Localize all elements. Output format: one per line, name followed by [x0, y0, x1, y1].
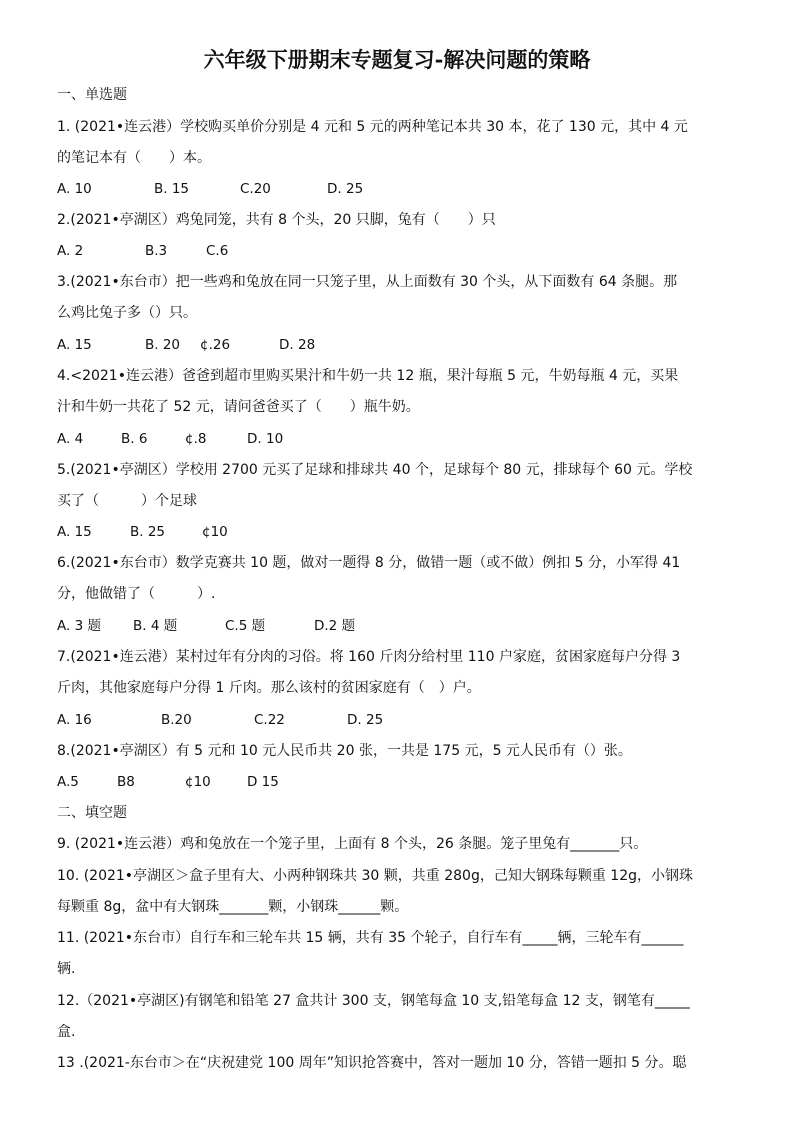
option-a: A.5: [57, 774, 79, 790]
question-5-line-1: 5.(2021•亭湖区）学校用 2700 元买了足球和排球共 40 个，足球每个 80 元，排球每个 60 元。学校: [57, 462, 693, 478]
option-c: C.20: [240, 181, 271, 197]
page-title: 六年级下册期末专题复习-解决问题的策略: [203, 47, 591, 72]
option-c: C.5 题: [225, 618, 266, 634]
option-c: ¢10: [185, 774, 211, 790]
question-1-line-1: 1. (2021•连云港）学校购买单价分别是 4 元和 5 元的两种笔记本共 30 本，花了 130 元，其中 4 元: [57, 119, 688, 135]
section-heading-fill-in: 二、填空题: [57, 805, 127, 821]
option-b: B8: [117, 774, 135, 790]
question-10-line-1: 10. (2021•亭湖区＞盒子里有大、小两种钢珠共 30 颗，共重 280g，己知大钢珠每颗重 12g，小钢珠: [57, 868, 693, 884]
question-12-line-1: 12.（2021•亭湖区)有钢笔和铅笔 27 盒共计 300 支，钢笔每盒 10 支,铅笔每盒 12 支，钢笔有_____: [57, 993, 690, 1009]
option-a: A. 16: [57, 712, 92, 728]
question-8-line-1: 8.(2021•亭湖区）有 5 元和 10 元人民币共 20 张，一共是 175 元，5 元人民币有（）张。: [57, 743, 632, 759]
option-d: D. 10: [247, 431, 284, 447]
question-4-line-1: 4.<2021•连云港）爸爸到超市里购买果汁和牛奶一共 12 瓶，果汁每瓶 5 元，牛奶每瓶 4 元，买果: [57, 368, 679, 384]
option-d: D. 25: [327, 181, 364, 197]
option-d: D. 28: [279, 337, 316, 353]
option-c: ¢.26: [200, 337, 231, 353]
question-11-line-1: 11. (2021•东台市）自行车和三轮车共 15 辆，共有 35 个轮子，自行车有_____辆，三轮车有______: [57, 930, 684, 946]
option-a: A. 2: [57, 243, 84, 259]
option-b: B. 25: [130, 524, 166, 540]
option-d: D. 25: [347, 712, 384, 728]
option-a: A. 4: [57, 431, 84, 447]
question-13-line-1: 13 .(2021-东台市＞在“庆祝建党 100 周年”知识抢答赛中，答对一题加 10 分，答错一题扣 5 分。聪: [57, 1055, 687, 1071]
option-c: C.22: [254, 712, 285, 728]
option-d: D.2 题: [314, 618, 356, 634]
option-b: B. 20: [145, 337, 181, 353]
section-heading-single-choice: 一、单选题: [57, 87, 127, 103]
option-a: A. 3 题: [57, 618, 101, 634]
option-b: B.20: [161, 712, 192, 728]
question-10-line-2: 每颗重 8g，盆中有大钢珠_______颗，小钢珠______颗。: [57, 899, 409, 915]
question-3-line-2: 么鸡比兔子多（）只。: [57, 305, 197, 321]
question-11-line-2: 辆.: [57, 961, 76, 977]
question-1-line-2: 的笔记本有（ ）本。: [57, 150, 211, 166]
option-b: B. 4 题: [133, 618, 178, 634]
question-9-line-1: 9. (2021•连云港）鸡和兔放在一个笼子里，上面有 8 个头，26 条腿。笼子里兔有_______只。: [57, 836, 648, 852]
question-6-line-1: 6.(2021•东台市）数学克赛共 10 题，做对一题得 8 分，做错一题（或不做）例扣 5 分，小军得 41: [57, 555, 681, 571]
option-a: A. 15: [57, 524, 92, 540]
question-6-line-2: 分，他做错了（ ）.: [57, 586, 216, 602]
option-b: B. 15: [154, 181, 190, 197]
option-a: A. 10: [57, 181, 92, 197]
question-2-line-1: 2.(2021•亭湖区）鸡兔同笼，共有 8 个头，20 只脚，兔有（ ）只: [57, 212, 496, 228]
question-5-line-2: 买了（ ）个足球: [57, 493, 197, 509]
option-c: ¢.8: [185, 431, 207, 447]
option-c: C.6: [206, 243, 229, 259]
question-7-line-1: 7.(2021•连云港）某村过年有分肉的习俗。将 160 斤肉分给村里 110 户家庭，贫困家庭每户分得 3: [57, 649, 681, 665]
option-b: B. 6: [121, 431, 148, 447]
question-4-line-2: 汁和牛奶一共花了 52 元，请问爸爸买了（ ）瓶牛奶。: [57, 399, 420, 415]
option-c: ¢10: [202, 524, 228, 540]
question-12-line-2: 盒.: [57, 1024, 76, 1040]
option-b: B.3: [145, 243, 168, 259]
question-7-line-2: 斤肉，其他家庭每户分得 1 斤肉。那么该村的贫困家庭有（ ）户。: [57, 680, 481, 696]
option-d: D 15: [247, 774, 279, 790]
question-3-line-1: 3.(2021•东台市）把一些鸡和兔放在同一只笼子里，从上面数有 30 个头，从下面数有 64 条腿。那: [57, 274, 678, 290]
option-a: A. 15: [57, 337, 92, 353]
